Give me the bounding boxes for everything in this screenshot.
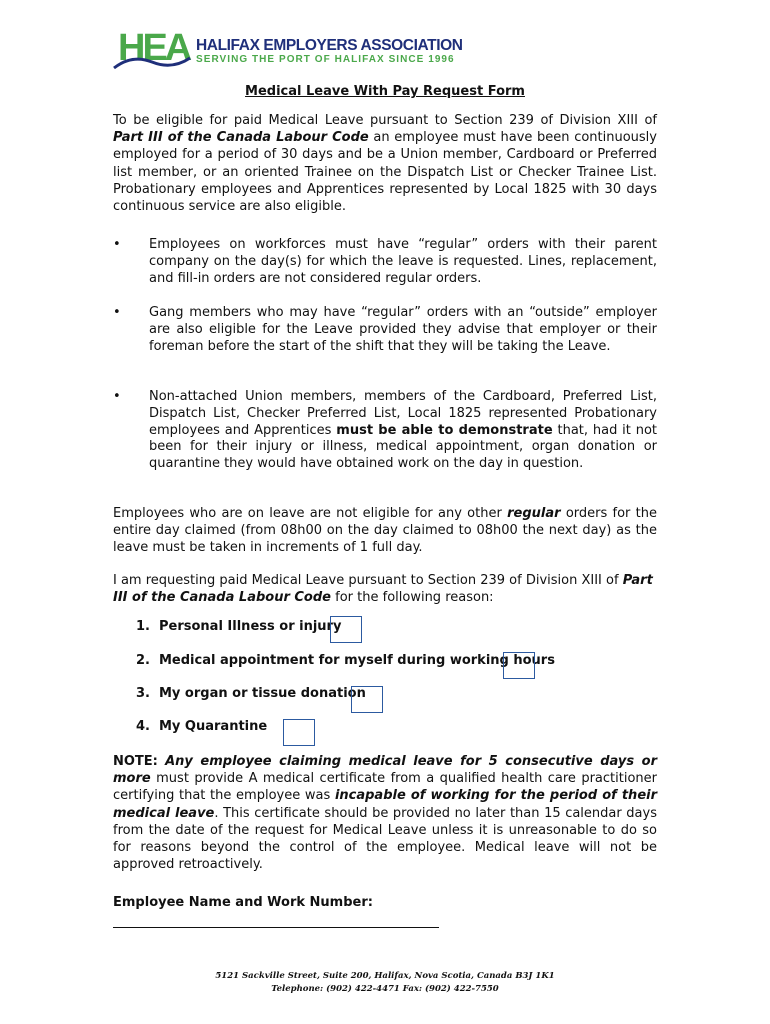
request-text-post: for the following reason:: [335, 590, 494, 606]
employee-name-label: Employee Name and Work Number:: [113, 895, 373, 910]
reason-number: 4.: [136, 719, 150, 734]
reason-checkbox-3[interactable]: [351, 686, 383, 713]
reason-number: 3.: [136, 686, 150, 701]
request-code-reference: Part III of the Canada Labour Code: [113, 573, 653, 606]
org-name: HALIFAX EMPLOYERS ASSOCIATION: [196, 37, 463, 54]
reason-label: Medical appointment for myself during working hours: [159, 653, 555, 668]
reason-item-1: [136, 618, 341, 635]
request-text-pre: I am requesting paid Medical Leave pursuant to Section 239 of Division XIII of: [113, 573, 619, 588]
reason-item-4: [136, 718, 267, 735]
note-paragraph: [113, 753, 657, 873]
eligibility-emphasis: regular: [507, 506, 561, 521]
note-emphasis-2: incapable of working for the period of their medical leave: [113, 788, 657, 821]
intro-text-2: an employee must have been continuously employed for a period of 30 days and be a Union member, Cardboard or Preferred list member, or an oriented Trainee on the Dispatch List or Checker Trainee List. Probationary employees and Apprentices represented by Local 1825 with 30 days continuous service are also eligible.: [113, 130, 657, 215]
bullet-text-3: [149, 389, 657, 473]
reason-checkbox-1[interactable]: [330, 616, 362, 643]
note-label: NOTE:: [113, 754, 158, 769]
reason-label: My organ or tissue donation: [159, 686, 366, 701]
bullet-text-1: Employees on workforces must have “regular” orders with their parent company on the day(s) for which the leave is requested. Lines, replacement, and fill-in orders are not considered regular orders.: [149, 237, 657, 286]
reason-item-3: [136, 685, 366, 702]
wave-icon: [112, 28, 192, 72]
organization-logo: [112, 27, 463, 72]
reason-number: 2.: [136, 653, 150, 668]
note-text-mid: must provide A medical certificate from a qualified health care practitioner certifying that the employee was: [113, 771, 657, 804]
intro-paragraph: [113, 112, 657, 215]
intro-code-reference: Part III of the Canada Labour Code: [113, 130, 369, 146]
bullet-icon: •: [113, 389, 121, 404]
form-title: Medical Leave With Pay Request Form: [245, 84, 525, 99]
eligibility-paragraph: [113, 505, 657, 557]
logo-mark-text: HEA: [118, 27, 190, 69]
bullet-3-emphasis: must be able to demonstrate: [336, 422, 553, 438]
reason-label: Personal Illness or injury: [159, 619, 342, 634]
note-emphasis-1: Any employee claiming medical leave for 5 consecutive days or more: [113, 754, 657, 787]
org-tagline: SERVING THE PORT OF HALIFAX SINCE 1996: [196, 54, 455, 65]
intro-text-1: To be eligible for paid Medical Leave pursuant to Section 239 of Division XIII of: [113, 113, 657, 128]
reason-label: My Quarantine: [159, 719, 268, 734]
eligibility-text-pre: Employees who are on leave are not eligible for any other: [113, 506, 502, 521]
bullet-icon: •: [113, 237, 121, 252]
reason-checkbox-4[interactable]: [283, 719, 315, 746]
bullet-3-text-post: that, had it not been for their injury or illness, medical appointment, organ donation or quarantine they would have obtained work on the day in question.: [149, 422, 658, 472]
hea-logo-mark: [112, 28, 192, 72]
reason-number: 1.: [136, 619, 150, 634]
employee-name-field-line[interactable]: [113, 927, 439, 928]
request-paragraph: [113, 572, 657, 606]
reason-checkbox-2[interactable]: [503, 652, 535, 679]
footer-contact: [0, 970, 770, 996]
note-text-post: . This certificate should be provided no later than 15 calendar days from the date of the request for Medical Leave unless it is unreasonable to do so for reasons beyond the control of the employee. Medical leave will not be approved retroactively.: [113, 805, 657, 873]
bullet-icon: •: [113, 305, 121, 320]
footer-phone: Telephone: (902) 422-4471 Fax: (902) 422-7550: [271, 984, 499, 994]
reason-item-2: [136, 652, 555, 669]
bullet-3-text-pre: Non-attached Union members, members of the Cardboard, Preferred List, Dispatch List, Checker Preferred List, Local 1825 represented Probationary employees and Apprentices: [149, 389, 657, 438]
footer-address: 5121 Sackville Street, Suite 200, Halifax, Nova Scotia, Canada B3J 1K1: [215, 971, 555, 981]
bullet-text-2: Gang members who may have “regular” orders with an “outside” employer are also eligible for the Leave provided they advise that employer or their foreman before the start of the shift that they will be taking the Leave.: [149, 305, 657, 354]
eligibility-text-post: orders for the entire day claimed (from 08h00 on the day claimed to 08h00 the next day) as the leave must be taken in increments of 1 full day.: [113, 506, 657, 556]
